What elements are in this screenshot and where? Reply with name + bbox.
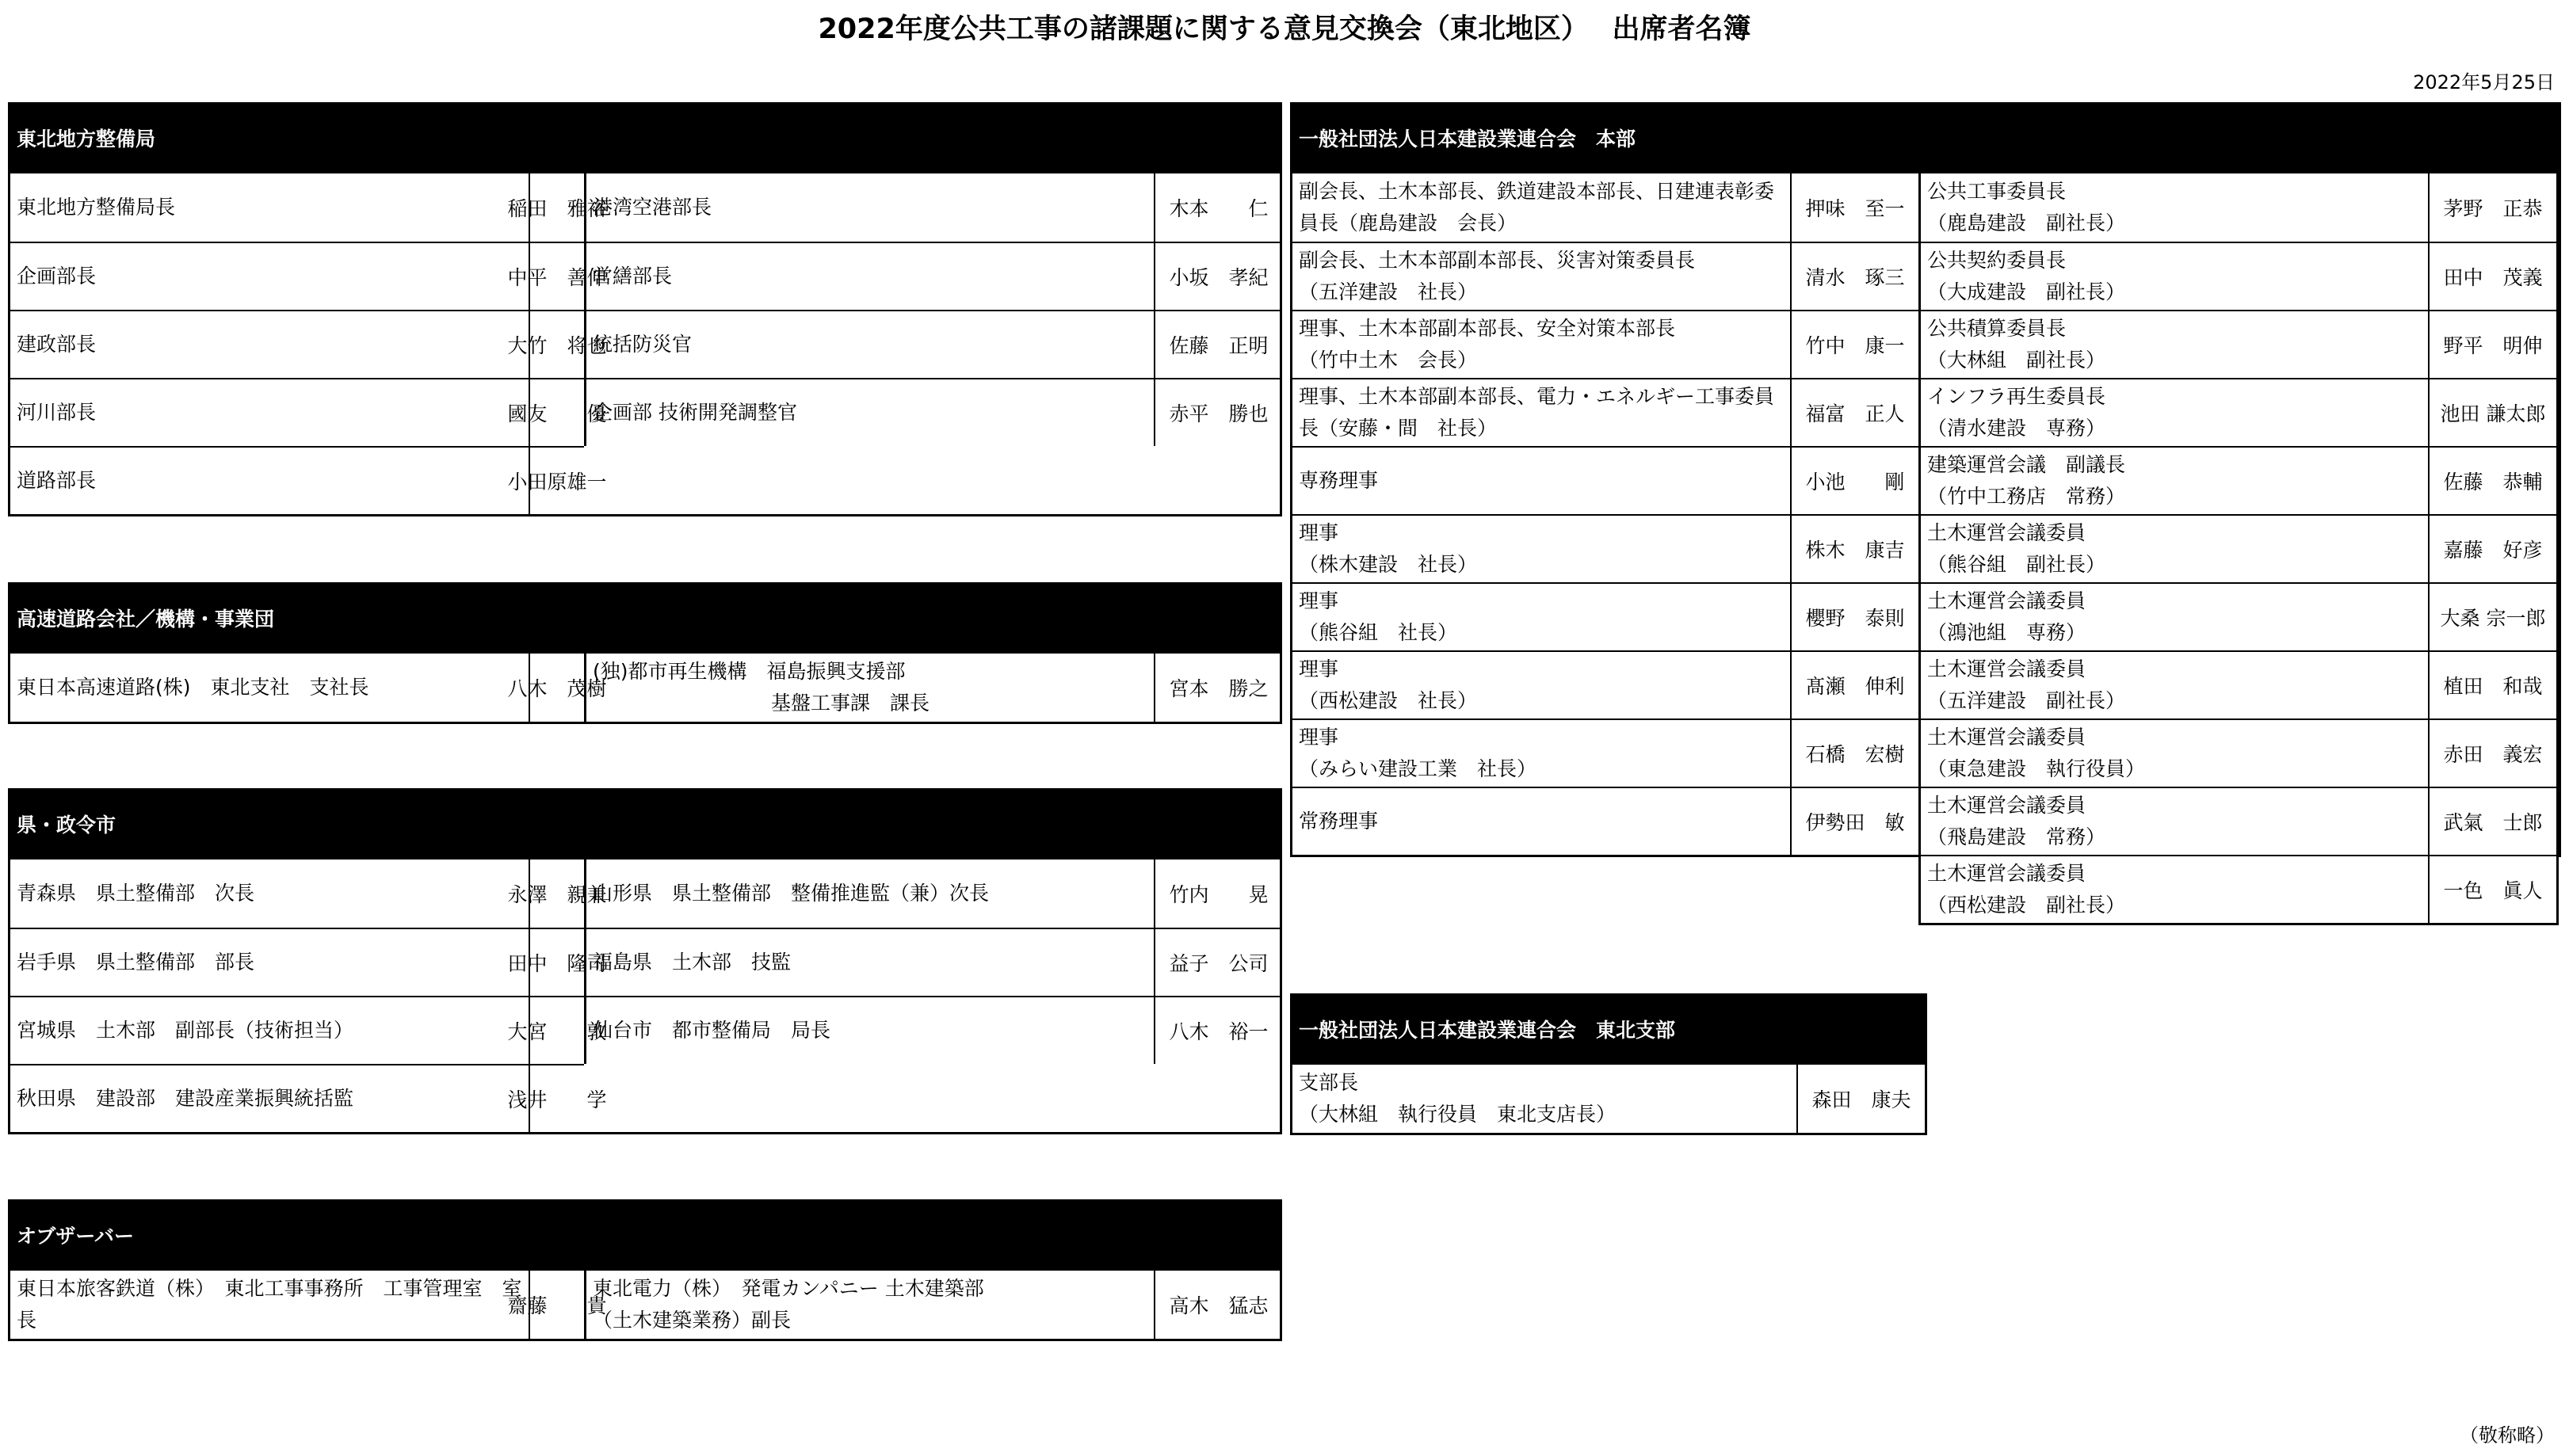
attendee-name: 武氣 士郎	[2428, 788, 2556, 855]
attendee-role: 土木運営会議委員 （西松建設 副社長）	[1927, 862, 2126, 917]
attendee-name: 石橋 宏樹	[1790, 720, 1918, 787]
attendee-role: 宮城県 土木部 副部長（技術担当）	[17, 1019, 354, 1042]
column-right	[584, 859, 1282, 1064]
date-label: 2022年5月25日	[2413, 71, 2555, 93]
attendee-row	[1921, 378, 2556, 446]
attendee-name: 野平 明伸	[2428, 311, 2556, 378]
attendee-name: 清水 琢三	[1790, 243, 1918, 310]
attendee-row	[1292, 1065, 1925, 1133]
attendee-row	[10, 859, 607, 928]
attendee-name: 伊勢田 敏	[1790, 788, 1918, 855]
attendee-row	[1921, 514, 2556, 582]
attendee-name: 稲田 雅裕	[529, 173, 584, 242]
attendee-row	[586, 928, 1282, 996]
column-right	[584, 173, 1282, 446]
attendee-name: 嘉藤 好彦	[2428, 516, 2556, 582]
attendee-role: 副会長、土木本部長、鉄道建設本部長、日建連表彰委員長（鹿島建設 会長）	[1299, 180, 1775, 234]
attendee-role: (独)都市再生機構 福島振興支援部 基盤工事課 課長	[593, 660, 930, 715]
section-observer	[8, 1199, 1282, 1341]
attendee-role: 東日本旅客鉄道（株） 東北工事事務所 工事管理室 室長	[17, 1277, 522, 1332]
attendee-row	[10, 310, 607, 378]
attendee-name: 茅野 正恭	[2428, 173, 2556, 242]
attendee-role: 営繕部長	[593, 265, 673, 288]
attendee-role: 土木運営会議委員 （飛島建設 常務）	[1927, 794, 2106, 848]
section-tohoku-bureau	[8, 102, 1282, 516]
attendee-role: 企画部長	[17, 265, 97, 288]
attendee-row	[1292, 650, 1918, 718]
attendee-row	[10, 378, 607, 446]
section-header: 高速道路会社／機構・事業団	[10, 585, 1280, 654]
attendee-name: 田中 茂義	[2428, 243, 2556, 310]
attendee-name: 佐藤 恭輔	[2428, 448, 2556, 514]
attendee-role: 土木運営会議委員 （五洋建設 副社長）	[1927, 657, 2126, 712]
attendee-name: 八木 茂樹	[529, 654, 584, 722]
attendee-role: 東北電力（株） 発電カンパニー 土木建築部 （土木建築業務）副長	[593, 1277, 984, 1332]
attendee-row	[1292, 173, 1918, 242]
attendee-row	[1292, 582, 1918, 650]
attendee-name: 中平 善伸	[529, 243, 584, 310]
attendee-role: 山形県 県土整備部 整備推進監（兼）次長	[593, 882, 990, 905]
attendee-name: 益子 公司	[1154, 929, 1282, 996]
attendee-name: 櫻野 泰則	[1790, 584, 1918, 650]
section-header: 県・政令市	[10, 791, 1280, 859]
attendee-row	[1921, 582, 2556, 650]
attendee-role: 理事 （みらい建設工業 社長）	[1299, 726, 1537, 780]
column-left	[10, 1271, 607, 1339]
attendee-role: 仙台市 都市整備局 局長	[593, 1019, 831, 1042]
attendee-row	[10, 996, 607, 1064]
attendee-name: 木本 仁	[1154, 173, 1282, 242]
attendee-role: 土木運営会議委員 （鴻池組 専務）	[1927, 589, 2086, 644]
page-title: 2022年度公共工事の諸課題に関する意見交換会（東北地区） 出席者名簿	[818, 13, 1751, 45]
attendee-row	[586, 173, 1282, 242]
attendee-name: 植田 和哉	[2428, 652, 2556, 718]
attendee-row	[1921, 242, 2556, 310]
attendee-name: 永澤 親兼	[529, 859, 584, 928]
attendee-row	[586, 996, 1282, 1064]
attendee-row	[586, 859, 1282, 928]
attendee-name: 小田原雄一	[529, 448, 584, 514]
attendee-role: 専務理事	[1299, 469, 1379, 492]
attendee-role: 秋田県 建設部 建設産業振興統括監	[17, 1087, 354, 1110]
attendee-row	[1292, 378, 1918, 446]
attendee-name: 齋藤 貴	[529, 1271, 584, 1339]
attendee-name: 小坂 孝紀	[1154, 243, 1282, 310]
attendee-name: 佐藤 正明	[1154, 311, 1282, 378]
attendee-row	[10, 173, 607, 242]
column-left	[1292, 1065, 1925, 1133]
attendee-name: 國友 優	[529, 379, 584, 446]
attendee-role: 東北地方整備局長	[17, 196, 176, 219]
section-grid	[10, 859, 1280, 1132]
attendee-role: 岩手県 県土整備部 部長	[17, 951, 255, 974]
section-grid	[1292, 173, 2559, 925]
attendee-name: 赤田 義宏	[2428, 720, 2556, 787]
attendee-role: 理事 （西松建設 社長）	[1299, 657, 1478, 712]
attendee-role: 統括防災官	[593, 333, 693, 356]
footnote: （敬称略）	[2460, 1424, 2555, 1446]
attendee-row	[586, 378, 1282, 446]
attendee-row	[1292, 514, 1918, 582]
attendee-name: 八木 裕一	[1154, 997, 1282, 1064]
attendee-role: 土木運営会議委員 （東急建設 執行役員）	[1927, 726, 2146, 780]
attendee-role: 土木運営会議委員 （熊谷組 副社長）	[1927, 521, 2106, 576]
section-grid	[10, 654, 1280, 722]
attendee-role: 理事、土木本部副本部長、電力・エネルギー工事委員長（安藤・間 社長）	[1299, 385, 1775, 440]
attendee-role: 理事 （株木建設 社長）	[1299, 521, 1478, 576]
column-right	[584, 654, 1282, 722]
section-header: オブザーバー	[10, 1202, 1280, 1271]
section-nikkenren-tohoku	[1290, 993, 1927, 1135]
column-left	[10, 654, 607, 722]
attendee-row	[1921, 446, 2556, 514]
attendee-row	[586, 242, 1282, 310]
attendee-name: 大桑 宗一郎	[2428, 584, 2556, 650]
attendee-role: 建政部長	[17, 333, 97, 356]
column-right	[1918, 173, 2559, 925]
attendee-row	[1292, 718, 1918, 787]
attendee-role: 公共積算委員長 （大林組 副社長）	[1927, 317, 2106, 372]
section-prefecture	[8, 788, 1282, 1134]
section-header: 東北地方整備局	[10, 105, 1280, 173]
attendee-name: 大宮 敦	[529, 997, 584, 1064]
attendee-name: 池田 謙太郎	[2428, 379, 2556, 446]
attendee-name: 竹内 晃	[1154, 859, 1282, 928]
attendee-role: 東日本高速道路(株) 東北支社 支社長	[17, 676, 369, 699]
column-right	[584, 1271, 1282, 1339]
attendee-row	[1292, 787, 1918, 855]
attendee-row	[10, 446, 607, 514]
section-grid	[10, 1271, 1280, 1339]
attendee-role: インフラ再生委員長 （清水建設 専務）	[1927, 385, 2106, 440]
attendee-row	[1921, 310, 2556, 378]
attendee-name: 福富 正人	[1790, 379, 1918, 446]
attendee-role: 公共契約委員長 （大成建設 副社長）	[1927, 249, 2126, 303]
column-left	[1292, 173, 1918, 855]
attendee-name: 竹中 康一	[1790, 311, 1918, 378]
attendee-role: 河川部長	[17, 401, 97, 424]
section-expressway	[8, 582, 1282, 724]
attendee-row	[1921, 173, 2556, 242]
attendee-row	[1921, 718, 2556, 787]
attendee-role: 理事 （熊谷組 社長）	[1299, 589, 1458, 644]
section-grid	[10, 173, 1280, 514]
attendee-row	[10, 1271, 607, 1339]
attendee-name: 宮本 勝之	[1154, 654, 1282, 722]
attendee-row	[1292, 310, 1918, 378]
attendee-role: 常務理事	[1299, 810, 1379, 833]
attendee-role: 港湾空港部長	[593, 196, 712, 219]
attendee-name: 小池 剛	[1790, 448, 1918, 514]
section-header: 一般社団法人日本建設業連合会 東北支部	[1292, 996, 1925, 1065]
attendee-role: 理事、土木本部副本部長、安全対策本部長 （竹中土木 会長）	[1299, 317, 1676, 372]
attendee-row	[586, 1271, 1282, 1339]
attendee-role: 青森県 県土整備部 次長	[17, 882, 255, 905]
attendee-row	[1921, 650, 2556, 718]
attendee-role: 支部長 （大林組 執行役員 東北支店長）	[1299, 1071, 1617, 1126]
attendee-role: 公共工事委員長 （鹿島建設 副社長）	[1927, 180, 2126, 234]
attendee-row	[586, 310, 1282, 378]
attendee-name: 高木 猛志	[1154, 1271, 1282, 1339]
attendee-row	[1921, 855, 2556, 923]
attendee-name: 森田 康夫	[1796, 1065, 1925, 1133]
attendee-row	[10, 928, 607, 996]
attendee-name: 大竹 将也	[529, 311, 584, 378]
attendee-row	[586, 654, 1282, 722]
attendee-role: 企画部 技術開発調整官	[593, 401, 797, 424]
column-left	[10, 859, 607, 1132]
attendee-name: 株木 康吉	[1790, 516, 1918, 582]
attendee-name: 一色 眞人	[2428, 856, 2556, 923]
attendee-name: 髙瀬 伸利	[1790, 652, 1918, 718]
attendee-role: 道路部長	[17, 469, 97, 492]
attendee-role: 福島県 土木部 技監	[593, 951, 792, 974]
attendee-row	[1292, 242, 1918, 310]
attendee-role: 副会長、土木本部副本部長、災害対策委員長 （五洋建設 社長）	[1299, 249, 1696, 303]
section-header: 一般社団法人日本建設業連合会 本部	[1292, 105, 2559, 173]
attendee-row	[10, 1064, 607, 1132]
attendee-name: 田中 隆司	[529, 929, 584, 996]
section-grid	[1292, 1065, 1925, 1133]
attendee-role: 建築運営会議 副議長 （竹中工務店 常務）	[1927, 453, 2126, 508]
attendee-name: 赤平 勝也	[1154, 379, 1282, 446]
attendee-row	[1292, 446, 1918, 514]
attendee-row	[10, 654, 607, 722]
section-nikkenren-hq	[1290, 102, 2561, 917]
attendee-row	[10, 242, 607, 310]
attendee-name: 押味 至一	[1790, 173, 1918, 242]
attendee-name: 浅井 学	[529, 1065, 584, 1132]
column-left	[10, 173, 607, 514]
attendee-row	[1921, 787, 2556, 855]
